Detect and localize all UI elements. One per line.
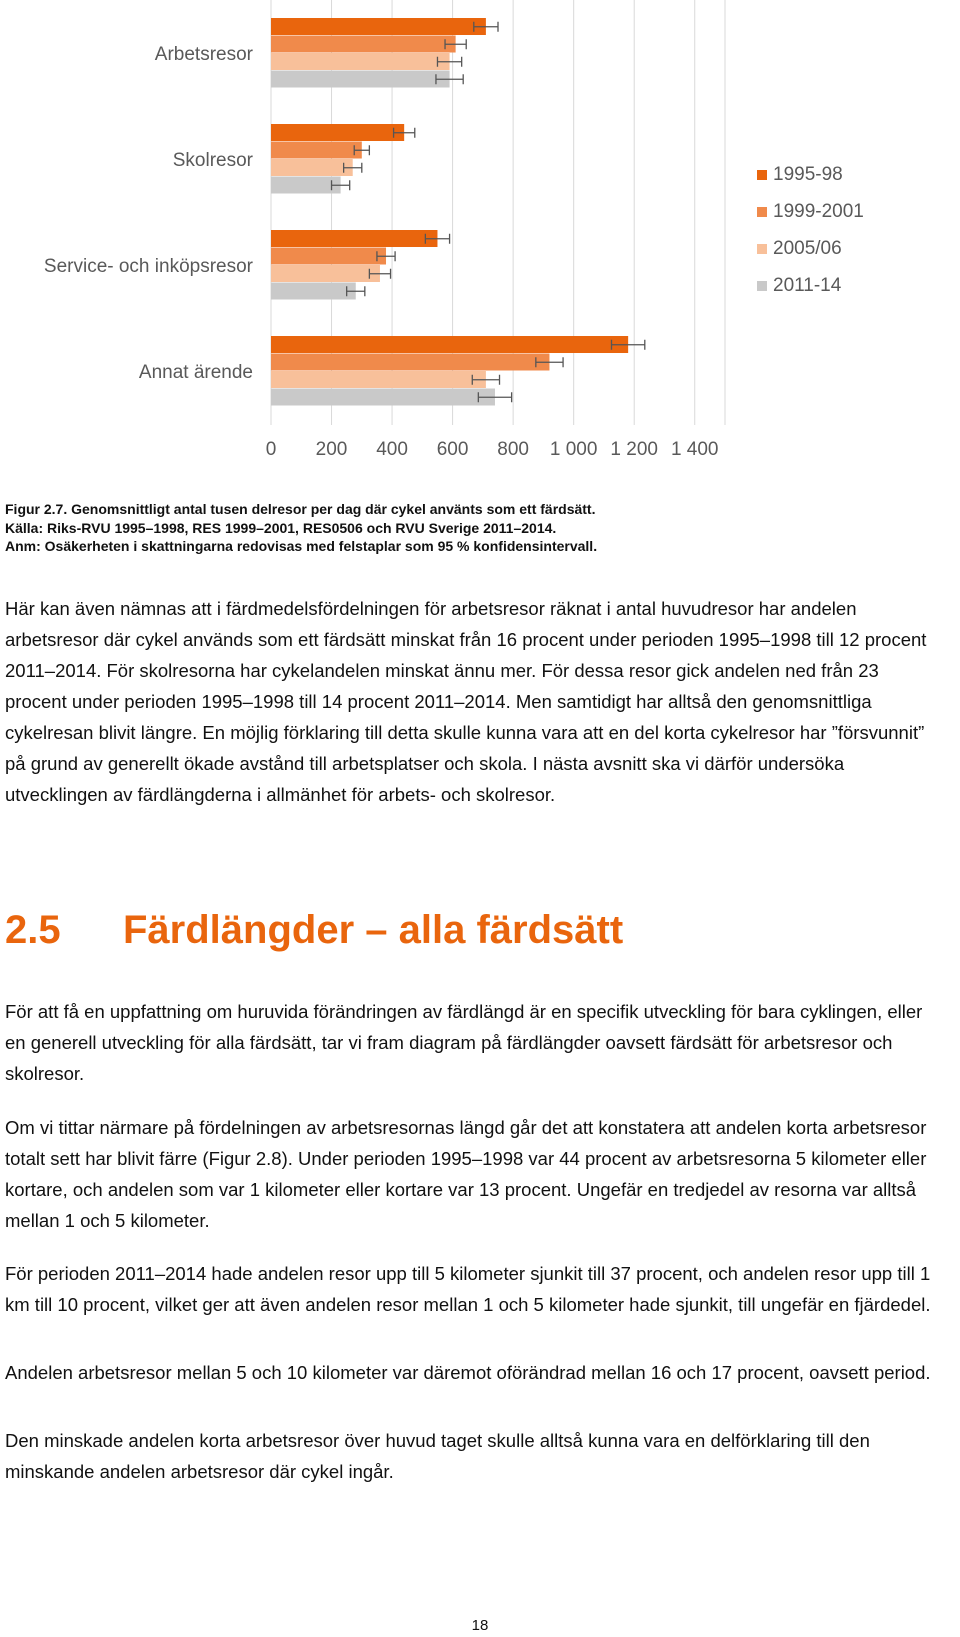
legend-label: 2005/06 (773, 238, 842, 259)
figure-caption (5, 500, 945, 556)
paragraph-distribution: Om vi tittar närmare på fördelningen av arbetsresornas längd går det att konstatera att andelen korta arbetsresor totalt sett har blivit färre (Figur 2.8). Under perioden 1995–1998 var 44 procent av arbetsresorna 5 kilometer eller kortare, och andelen som var 1 kilometer eller kortare var 13 procent. Ungefär en tredjedel av resorna var alltså mellan 1 och 5 kilometer. (5, 1117, 927, 1231)
x-tick-label: 1 200 (610, 439, 658, 460)
x-tick-label: 1 400 (670, 439, 719, 460)
bar (271, 36, 456, 53)
section-number: 2.5 (5, 908, 61, 952)
caption-title: Figur 2.7. Genomsnittligt antal tusen delresor per dag där cykel använts som ett färdsätt. (5, 501, 596, 517)
caption-source: Källa: Riks-RVU 1995–1998, RES 1999–2001, RES0506 och RVU Sverige 2011–2014. (5, 519, 557, 536)
bar (271, 53, 450, 70)
section-title: Färdlängder – alla färdsätt (123, 908, 624, 952)
bar (271, 389, 495, 406)
bar (271, 177, 341, 194)
legend-swatch (757, 207, 767, 217)
x-tick-label: 0 (265, 439, 277, 460)
category-label: Skolresor (172, 150, 253, 171)
bar (271, 142, 362, 159)
bar (271, 230, 437, 247)
bar (271, 71, 450, 88)
x-tick-label: 800 (497, 439, 529, 460)
category-label: Arbetsresor (154, 44, 253, 65)
paragraph-cycle-share: Här kan även nämnas att i färdmedelsfördelningen för arbetsresor räknat i antal huvudresor har andelen arbetsresor där cykel används som ett färdsätt minskat från 16 procent under perioden 1995–1998 till 12 procent 2011–2014. För skolresorna har cykelandelen minskat ännu mer. För dessa resor gick andelen ned från 23 procent under perioden 1995–1998 till 14 procent 2011–2014. Men samtidigt har alltså den genomsnittliga cykelresan blivit längre. En möjlig förklaring till detta skulle kunna vara att en del korta cykelresor har ”försvunnit” på grund av generellt ökade avstånd till arbetsplatser och skola. I nästa avsnitt ska vi därför undersöka utvecklingen av färdlängderna i allmänhet för arbets- och skolresor. (5, 598, 927, 805)
bar (271, 371, 486, 388)
legend-label: 2011-14 (773, 275, 842, 296)
x-tick-label: 600 (436, 439, 469, 460)
bar (271, 354, 549, 371)
category-label: Service- och inköpsresor (43, 256, 253, 277)
paragraph-5-10-km: Andelen arbetsresor mellan 5 och 10 kilometer var däremot oförändrad mellan 16 och 17 procent, oavsett period. (5, 1362, 931, 1383)
x-tick-label: 400 (376, 439, 408, 460)
bar (271, 283, 356, 300)
page-number: 18 (471, 1617, 489, 1634)
bar (271, 336, 628, 353)
section-heading (5, 910, 623, 950)
bar (271, 18, 486, 35)
paragraph-conclusion: Den minskade andelen korta arbetsresor över huvud taget skulle alltså kunna vara en delförklaring till den minskande andelen arbetsresor där cykel ingår. (5, 1430, 870, 1482)
legend-swatch (757, 170, 767, 180)
bar (271, 248, 386, 265)
x-tick-label: 200 (315, 439, 348, 460)
bar-chart (0, 0, 960, 490)
category-label: Annat ärende (138, 362, 253, 383)
bar (271, 159, 353, 176)
x-tick-label: 1 000 (549, 439, 598, 460)
bar (271, 265, 380, 282)
caption-note: Anm: Osäkerheten i skattningarna redovisas med felstaplar som 95 % konfidensintervall. (5, 538, 598, 554)
legend-swatch (757, 281, 767, 291)
paragraph-intro: För att få en uppfattning om huruvida förändringen av färdlängd är en specifik utveckling för bara cyklingen, eller en generell utveckling för alla färdsätt, tar vi fram diagram på färdlängder oavsett färdsätt för arbetsresor och skolresor. (5, 1001, 923, 1084)
legend-label: 1999-2001 (773, 201, 864, 222)
chart-svg (0, 0, 960, 490)
legend-swatch (757, 244, 767, 254)
paragraph-2011-2014: För perioden 2011–2014 hade andelen resor upp till 5 kilometer sjunkit till 37 procent, och andelen resor upp till 1 km till 10 procent, vilket ger att även andelen resor mellan 1 och 5 kilometer hade sjunkit, till ungefär en fjärdedel. (5, 1263, 931, 1315)
bar (271, 124, 404, 141)
legend-label: 1995-98 (773, 164, 843, 185)
